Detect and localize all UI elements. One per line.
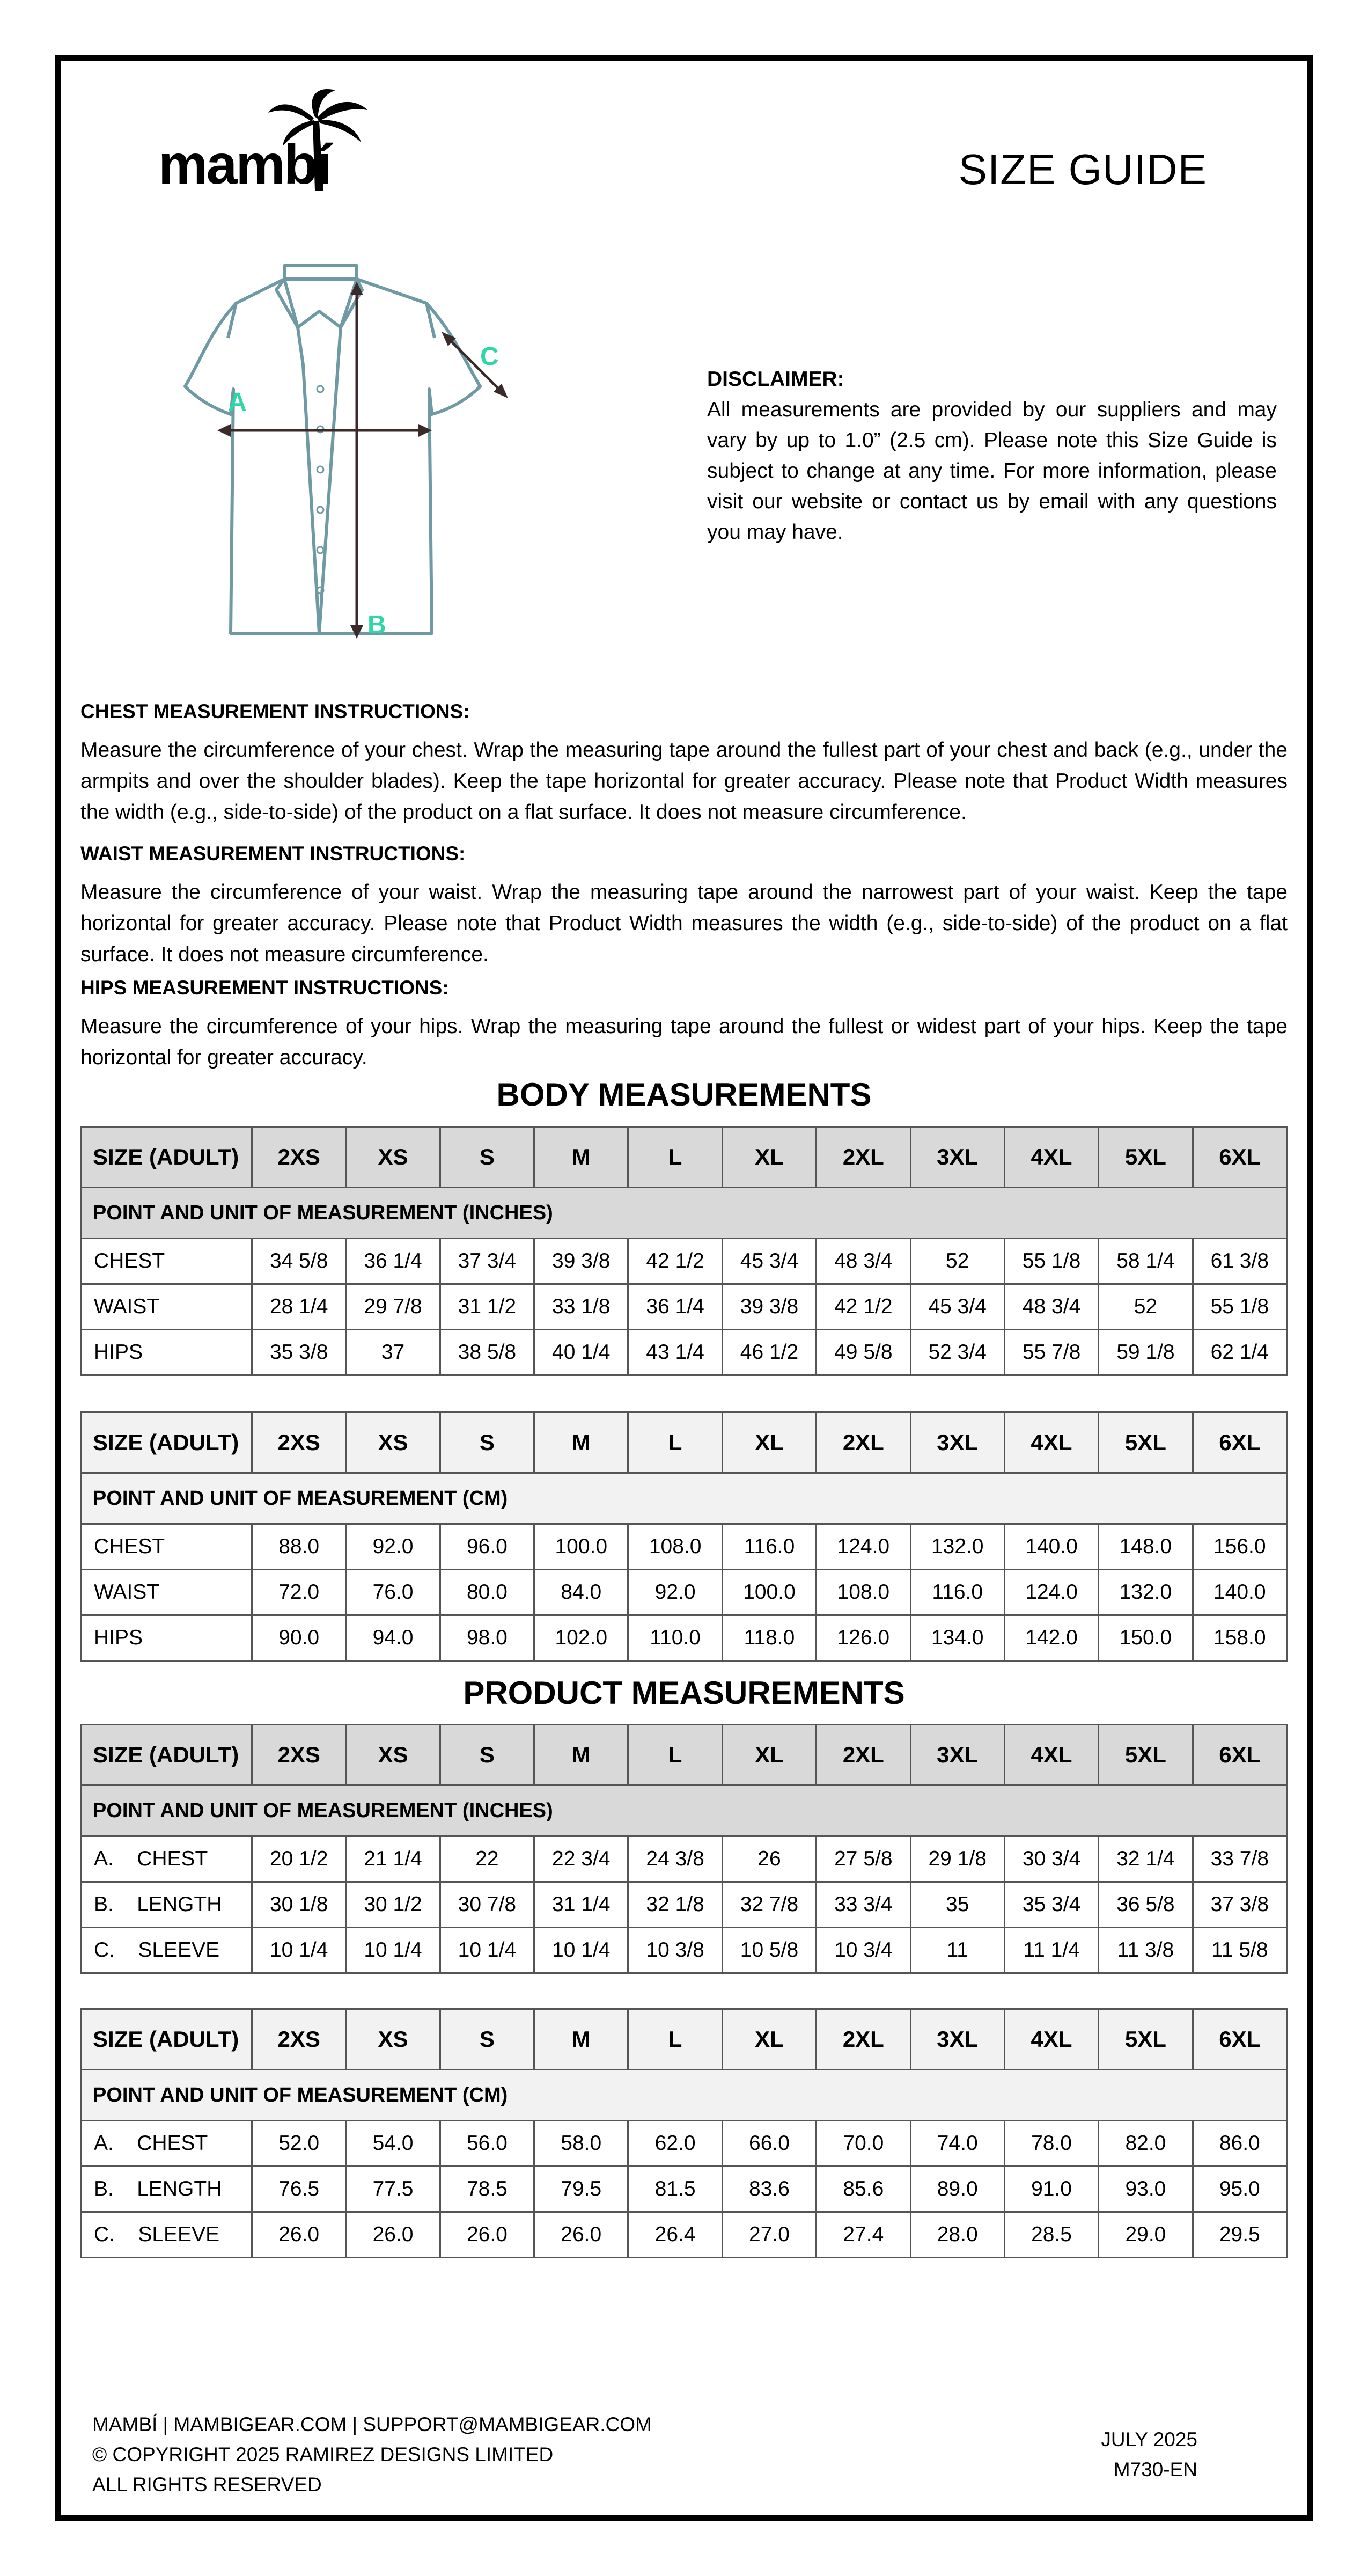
table-row	[82, 1882, 1287, 1928]
value-cell: 93.0	[1099, 2167, 1193, 2212]
value-cell: 108.0	[817, 1570, 910, 1615]
size-column-header: M	[534, 1413, 628, 1473]
brand-wordmark: mambí	[158, 134, 330, 196]
value-cell: 140.0	[1193, 1570, 1286, 1615]
label-c: C	[480, 342, 499, 371]
value-cell: 56.0	[440, 2121, 534, 2167]
value-cell: 10 3/4	[817, 1928, 910, 1973]
table-header-row	[82, 2009, 1287, 2070]
chest-instructions	[80, 696, 1288, 828]
value-cell: 29 1/8	[910, 1836, 1004, 1882]
body-inches-table	[80, 1126, 1288, 1376]
value-cell: 38 5/8	[440, 1330, 534, 1375]
value-cell: 27.0	[722, 2212, 816, 2258]
table-row	[82, 1330, 1287, 1375]
value-cell: 36 1/4	[346, 1239, 440, 1284]
row-label: A. CHEST	[82, 2121, 252, 2167]
value-cell: 42 1/2	[628, 1239, 722, 1284]
value-cell: 81.5	[628, 2167, 722, 2212]
size-column-header: 5XL	[1099, 1725, 1193, 1785]
value-cell: 43 1/4	[628, 1330, 722, 1375]
chest-instructions-heading: CHEST MEASUREMENT INSTRUCTIONS:	[80, 700, 470, 722]
value-cell: 11 1/4	[1004, 1928, 1098, 1973]
size-column-header: 4XL	[1004, 1725, 1098, 1785]
size-column-header: 2XS	[252, 1413, 346, 1473]
value-cell: 35 3/4	[1004, 1882, 1098, 1928]
value-cell: 39 3/8	[534, 1239, 628, 1284]
size-column-header: 2XS	[252, 1725, 346, 1785]
value-cell: 20 1/2	[252, 1836, 346, 1882]
value-cell: 10 5/8	[722, 1928, 816, 1973]
value-cell: 55 1/8	[1193, 1284, 1286, 1330]
row-label: WAIST	[82, 1284, 252, 1330]
waist-instructions-text: Measure the circumference of your waist. Wrap the measuring tape around the narrowest part of your waist. Keep the tape horizontal for greater accuracy. Please note that Product Width measures the width (e.g., side-to-side) of the product on a flat surface. It does not measure circumference.	[80, 881, 1288, 966]
value-cell: 29.5	[1193, 2212, 1286, 2258]
value-cell: 92.0	[628, 1570, 722, 1615]
disclaimer-text: All measurements are provided by our suppliers and may vary by up to 1.0” (2.5 cm). Please note this Size Guide is subject to change at any time. For more information, please visit our website or contact us by email with any questions you may have.	[707, 398, 1277, 544]
value-cell: 62.0	[628, 2121, 722, 2167]
value-cell: 55 1/8	[1004, 1239, 1098, 1284]
footer-contact: MAMBÍ | MAMBIGEAR.COM | SUPPORT@MAMBIGEAR.COM	[92, 2413, 652, 2435]
size-column-header: 2XL	[817, 1413, 910, 1473]
value-cell: 88.0	[252, 1524, 346, 1570]
size-column-header: 4XL	[1004, 1413, 1098, 1473]
size-column-header: 4XL	[1004, 1127, 1098, 1188]
value-cell: 26.4	[628, 2212, 722, 2258]
value-cell: 28.0	[910, 2212, 1004, 2258]
row-label: A. CHEST	[82, 1836, 252, 1882]
size-column-header: XL	[722, 1413, 816, 1473]
unit-label: POINT AND UNIT OF MEASUREMENT (INCHES)	[82, 1785, 1287, 1836]
value-cell: 52	[1099, 1284, 1193, 1330]
unit-row	[82, 1785, 1287, 1836]
label-b: B	[367, 611, 386, 639]
value-cell: 33 3/4	[817, 1882, 910, 1928]
value-cell: 24 3/8	[628, 1836, 722, 1882]
size-column-header: XS	[346, 1725, 440, 1785]
label-a: A	[228, 388, 247, 416]
unit-label: POINT AND UNIT OF MEASUREMENT (CM)	[82, 2070, 1287, 2121]
value-cell: 100.0	[722, 1570, 816, 1615]
value-cell: 29.0	[1099, 2212, 1193, 2258]
table-row	[82, 1836, 1287, 1882]
value-cell: 26.0	[534, 2212, 628, 2258]
value-cell: 27 5/8	[817, 1836, 910, 1882]
disclaimer	[707, 364, 1277, 547]
value-cell: 59 1/8	[1099, 1330, 1193, 1375]
size-column-header: M	[534, 1127, 628, 1188]
value-cell: 100.0	[534, 1524, 628, 1570]
row-label: C. SLEEVE	[82, 1928, 252, 1973]
value-cell: 30 1/2	[346, 1882, 440, 1928]
value-cell: 102.0	[534, 1615, 628, 1661]
value-cell: 30 7/8	[440, 1882, 534, 1928]
value-cell: 35	[910, 1882, 1004, 1928]
value-cell: 28 1/4	[252, 1284, 346, 1330]
size-header-cell: SIZE (ADULT)	[82, 2009, 252, 2070]
value-cell: 32 1/4	[1099, 1836, 1193, 1882]
value-cell: 35 3/8	[252, 1330, 346, 1375]
size-column-header: 6XL	[1193, 1725, 1286, 1785]
row-label: WAIST	[82, 1570, 252, 1615]
value-cell: 156.0	[1193, 1524, 1286, 1570]
value-cell: 10 1/4	[534, 1928, 628, 1973]
hips-instructions-text: Measure the circumference of your hips. Wrap the measuring tape around the fullest or widest part of your hips. Keep the tape horizontal for greater accuracy.	[80, 1015, 1288, 1069]
footer-code: M730-EN	[1113, 2458, 1197, 2480]
footer-meta	[1101, 2425, 1197, 2485]
value-cell: 10 1/4	[346, 1928, 440, 1973]
value-cell: 132.0	[910, 1524, 1004, 1570]
row-label: CHEST	[82, 1239, 252, 1284]
value-cell: 11 3/8	[1099, 1928, 1193, 1973]
value-cell: 29 7/8	[346, 1284, 440, 1330]
size-column-header: S	[440, 1127, 534, 1188]
value-cell: 22 3/4	[534, 1836, 628, 1882]
value-cell: 79.5	[534, 2167, 628, 2212]
value-cell: 84.0	[534, 1570, 628, 1615]
value-cell: 95.0	[1193, 2167, 1286, 2212]
unit-label: POINT AND UNIT OF MEASUREMENT (INCHES)	[82, 1188, 1287, 1239]
unit-row	[82, 1188, 1287, 1239]
size-header-cell: SIZE (ADULT)	[82, 1127, 252, 1188]
value-cell: 48 3/4	[817, 1239, 910, 1284]
value-cell: 124.0	[817, 1524, 910, 1570]
value-cell: 48 3/4	[1004, 1284, 1098, 1330]
waist-instructions-heading: WAIST MEASUREMENT INSTRUCTIONS:	[80, 843, 466, 865]
row-label: HIPS	[82, 1330, 252, 1375]
size-column-header: 5XL	[1099, 1413, 1193, 1473]
table-row	[82, 1615, 1287, 1661]
value-cell: 110.0	[628, 1615, 722, 1661]
value-cell: 126.0	[817, 1615, 910, 1661]
value-cell: 45 3/4	[910, 1284, 1004, 1330]
table-row	[82, 1928, 1287, 1973]
value-cell: 26.0	[346, 2212, 440, 2258]
product-inches-table	[80, 1724, 1288, 1974]
value-cell: 46 1/2	[722, 1330, 816, 1375]
table-row	[82, 1524, 1287, 1570]
value-cell: 82.0	[1099, 2121, 1193, 2167]
size-column-header: XL	[722, 2009, 816, 2070]
unit-label: POINT AND UNIT OF MEASUREMENT (CM)	[82, 1473, 1287, 1524]
size-column-header: L	[628, 2009, 722, 2070]
value-cell: 28.5	[1004, 2212, 1098, 2258]
hips-instructions	[80, 972, 1288, 1073]
value-cell: 150.0	[1099, 1615, 1193, 1661]
value-cell: 148.0	[1099, 1524, 1193, 1570]
value-cell: 42 1/2	[817, 1284, 910, 1330]
size-column-header: 6XL	[1193, 1127, 1286, 1188]
value-cell: 54.0	[346, 2121, 440, 2167]
product-measurements-title: PRODUCT MEASUREMENTS	[463, 1675, 905, 1711]
value-cell: 31 1/4	[534, 1882, 628, 1928]
value-cell: 74.0	[910, 2121, 1004, 2167]
value-cell: 37	[346, 1330, 440, 1375]
value-cell: 30 3/4	[1004, 1836, 1098, 1882]
size-column-header: 5XL	[1099, 2009, 1193, 2070]
value-cell: 26	[722, 1836, 816, 1882]
value-cell: 72.0	[252, 1570, 346, 1615]
size-column-header: L	[628, 1413, 722, 1473]
value-cell: 27.4	[817, 2212, 910, 2258]
value-cell: 142.0	[1004, 1615, 1098, 1661]
disclaimer-heading: DISCLAIMER:	[707, 368, 844, 391]
size-column-header: 6XL	[1193, 1413, 1286, 1473]
table-row	[82, 1570, 1287, 1615]
value-cell: 33 7/8	[1193, 1836, 1286, 1882]
value-cell: 124.0	[1004, 1570, 1098, 1615]
size-column-header: L	[628, 1725, 722, 1785]
size-column-header: 2XL	[817, 1725, 910, 1785]
footer-copyright: © COPYRIGHT 2025 RAMIREZ DESIGNS LIMITED	[92, 2443, 554, 2465]
size-column-header: XL	[722, 1725, 816, 1785]
waist-instructions	[80, 838, 1288, 970]
size-column-header: L	[628, 1127, 722, 1188]
value-cell: 31 1/2	[440, 1284, 534, 1330]
value-cell: 108.0	[628, 1524, 722, 1570]
value-cell: 86.0	[1193, 2121, 1286, 2167]
value-cell: 32 1/8	[628, 1882, 722, 1928]
size-column-header: 3XL	[910, 1127, 1004, 1188]
table-header-row	[82, 1127, 1287, 1188]
value-cell: 76.0	[346, 1570, 440, 1615]
value-cell: 89.0	[910, 2167, 1004, 2212]
value-cell: 26.0	[440, 2212, 534, 2258]
value-cell: 140.0	[1004, 1524, 1098, 1570]
value-cell: 37 3/8	[1193, 1882, 1286, 1928]
size-column-header: 3XL	[910, 1725, 1004, 1785]
value-cell: 70.0	[817, 2121, 910, 2167]
value-cell: 10 1/4	[440, 1928, 534, 1973]
size-column-header: 2XL	[817, 2009, 910, 2070]
value-cell: 10 3/8	[628, 1928, 722, 1973]
unit-row	[82, 1473, 1287, 1524]
value-cell: 36 1/4	[628, 1284, 722, 1330]
size-column-header: 6XL	[1193, 2009, 1286, 2070]
value-cell: 158.0	[1193, 1615, 1286, 1661]
size-column-header: 2XS	[252, 2009, 346, 2070]
value-cell: 26.0	[252, 2212, 346, 2258]
shirt-measurement-diagram	[142, 258, 518, 644]
value-cell: 92.0	[346, 1524, 440, 1570]
table-row	[82, 2167, 1287, 2212]
value-cell: 32 7/8	[722, 1882, 816, 1928]
size-column-header: 5XL	[1099, 1127, 1193, 1188]
value-cell: 118.0	[722, 1615, 816, 1661]
value-cell: 40 1/4	[534, 1330, 628, 1375]
value-cell: 49 5/8	[817, 1330, 910, 1375]
table-row	[82, 2212, 1287, 2258]
row-label: HIPS	[82, 1615, 252, 1661]
value-cell: 77.5	[346, 2167, 440, 2212]
value-cell: 78.0	[1004, 2121, 1098, 2167]
value-cell: 80.0	[440, 1570, 534, 1615]
page-title: SIZE GUIDE	[958, 145, 1207, 193]
row-label: B. LENGTH	[82, 2167, 252, 2212]
size-column-header: S	[440, 2009, 534, 2070]
value-cell: 116.0	[910, 1570, 1004, 1615]
value-cell: 52	[910, 1239, 1004, 1284]
size-column-header: XL	[722, 1127, 816, 1188]
value-cell: 21 1/4	[346, 1836, 440, 1882]
value-cell: 78.5	[440, 2167, 534, 2212]
row-label: B. LENGTH	[82, 1882, 252, 1928]
value-cell: 90.0	[252, 1615, 346, 1661]
value-cell: 11 5/8	[1193, 1928, 1286, 1973]
value-cell: 83.6	[722, 2167, 816, 2212]
value-cell: 45 3/4	[722, 1239, 816, 1284]
value-cell: 85.6	[817, 2167, 910, 2212]
size-header-cell: SIZE (ADULT)	[82, 1725, 252, 1785]
value-cell: 10 1/4	[252, 1928, 346, 1973]
body-cm-table	[80, 1411, 1288, 1662]
value-cell: 61 3/8	[1193, 1239, 1286, 1284]
chest-instructions-text: Measure the circumference of your chest. Wrap the measuring tape around the fullest part of your chest and back (e.g., under the armpits and over the shoulder blades). Keep the tape horizontal for greater accuracy. Please note that Product Width measures the width (e.g., side-to-side) of the product on a flat surface. It does not measure circumference.	[80, 738, 1288, 824]
value-cell: 98.0	[440, 1615, 534, 1661]
value-cell: 66.0	[722, 2121, 816, 2167]
footer-date: JULY 2025	[1101, 2428, 1197, 2450]
row-label: CHEST	[82, 1524, 252, 1570]
size-column-header: XS	[346, 1127, 440, 1188]
size-column-header: 4XL	[1004, 2009, 1098, 2070]
footer-info	[92, 2410, 652, 2500]
value-cell: 39 3/8	[722, 1284, 816, 1330]
brand-logo	[158, 86, 384, 196]
value-cell: 58.0	[534, 2121, 628, 2167]
body-measurements-title: BODY MEASUREMENTS	[496, 1077, 872, 1113]
size-column-header: XS	[346, 2009, 440, 2070]
size-column-header: S	[440, 1725, 534, 1785]
table-row	[82, 2121, 1287, 2167]
value-cell: 34 5/8	[252, 1239, 346, 1284]
value-cell: 52 3/4	[910, 1330, 1004, 1375]
size-header-cell: SIZE (ADULT)	[82, 1413, 252, 1473]
unit-row	[82, 2070, 1287, 2121]
value-cell: 52.0	[252, 2121, 346, 2167]
value-cell: 58 1/4	[1099, 1239, 1193, 1284]
size-column-header: 3XL	[910, 2009, 1004, 2070]
value-cell: 116.0	[722, 1524, 816, 1570]
value-cell: 134.0	[910, 1615, 1004, 1661]
footer-rights: ALL RIGHTS RESERVED	[92, 2473, 322, 2496]
size-column-header: S	[440, 1413, 534, 1473]
value-cell: 96.0	[440, 1524, 534, 1570]
value-cell: 11	[910, 1928, 1004, 1973]
value-cell: 22	[440, 1836, 534, 1882]
table-row	[82, 1239, 1287, 1284]
row-label: C. SLEEVE	[82, 2212, 252, 2258]
size-column-header: M	[534, 1725, 628, 1785]
value-cell: 36 5/8	[1099, 1882, 1193, 1928]
table-row	[82, 1284, 1287, 1330]
value-cell: 37 3/4	[440, 1239, 534, 1284]
table-header-row	[82, 1725, 1287, 1785]
value-cell: 33 1/8	[534, 1284, 628, 1330]
value-cell: 62 1/4	[1193, 1330, 1286, 1375]
size-column-header: 2XS	[252, 1127, 346, 1188]
hips-instructions-heading: HIPS MEASUREMENT INSTRUCTIONS:	[80, 977, 449, 999]
table-header-row	[82, 1413, 1287, 1473]
value-cell: 94.0	[346, 1615, 440, 1661]
size-column-header: XS	[346, 1413, 440, 1473]
size-column-header: 2XL	[817, 1127, 910, 1188]
value-cell: 132.0	[1099, 1570, 1193, 1615]
value-cell: 55 7/8	[1004, 1330, 1098, 1375]
value-cell: 76.5	[252, 2167, 346, 2212]
value-cell: 91.0	[1004, 2167, 1098, 2212]
size-column-header: 3XL	[910, 1413, 1004, 1473]
size-column-header: M	[534, 2009, 628, 2070]
product-cm-table	[80, 2008, 1288, 2258]
value-cell: 30 1/8	[252, 1882, 346, 1928]
